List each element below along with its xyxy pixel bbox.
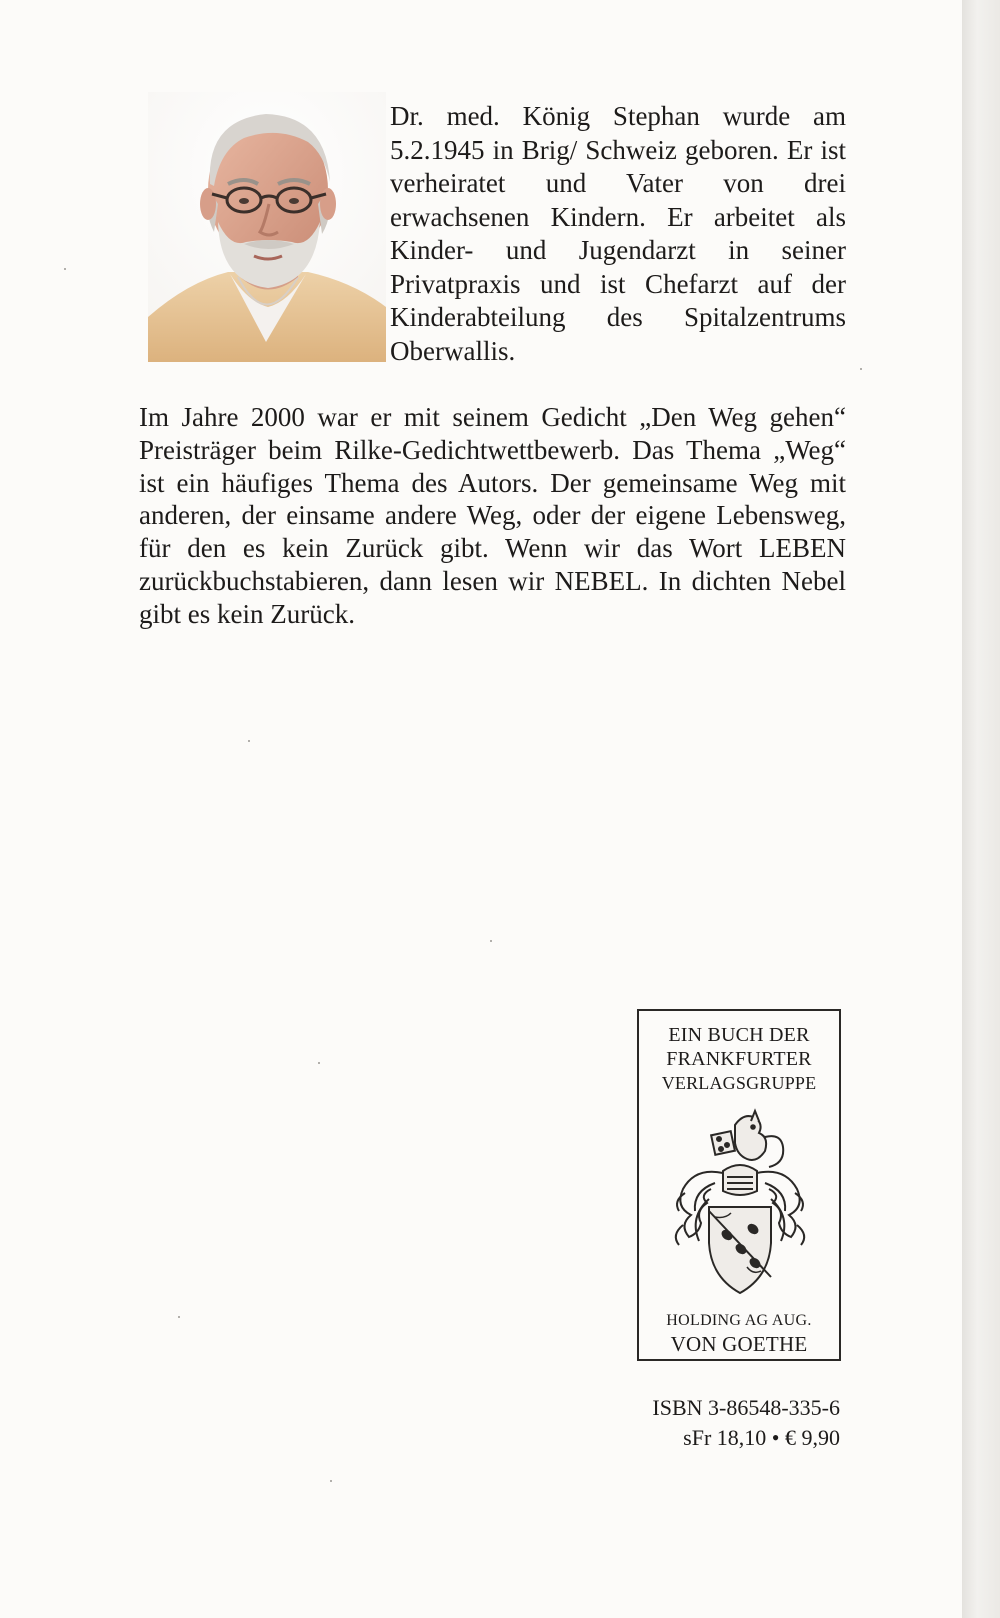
publisher-imprint-box (637, 1009, 841, 1361)
paper-speck (64, 268, 66, 270)
author-portrait-photo (148, 92, 386, 362)
isbn-price-block (620, 1393, 840, 1453)
author-bio-intro: Dr. med. König Stephan wurde am 5.2.1945 in Brig/ Schweiz geboren. Er ist verheiratet und Vater von drei erwachsenen Kindern. Er arbeitet als Kinder- und Jugendarzt in seiner Privatpraxis und ist Chefarzt auf der Kinderabteilung des Spitalzentrums Oberwallis. (390, 101, 846, 366)
paper-speck (860, 368, 862, 370)
author-portrait (148, 92, 386, 362)
price-label: sFr 18,10 • € 9,90 (683, 1425, 840, 1450)
coat-of-arms-icon (665, 1107, 815, 1307)
book-page-edge (962, 0, 1000, 1618)
paper-speck (178, 1316, 180, 1318)
publisher-line-5: VON GOETHE (670, 1332, 808, 1356)
publisher-line-2: FRANKFURTER (666, 1048, 812, 1070)
publisher-heading (639, 1023, 839, 1095)
paper-speck (490, 940, 492, 942)
paper-speck (330, 1480, 332, 1482)
publisher-line-4: HOLDING AG AUG. (666, 1312, 812, 1329)
publisher-footer (639, 1311, 839, 1357)
paper-speck (248, 740, 250, 742)
publisher-line-3: VERLAGSGRUPPE (661, 1073, 817, 1093)
publisher-line-1: EIN BUCH DER (668, 1024, 810, 1046)
isbn-number: ISBN 3-86548-335-6 (652, 1395, 840, 1420)
author-bio-main: Im Jahre 2000 war er mit seinem Gedicht „Den Weg gehen“ Preisträger beim Rilke-Gedichtwettbewerb. Das Thema „Weg“ ist ein häufiges Thema des Autors. Der gemeinsame Weg mit anderen, der einsame andere Weg, oder der eigene Lebensweg, für den es kein Zurück gibt. Wenn wir das Wort LEBEN zurückbuchstabieren, dann lesen wir NEBEL. In dichten Nebel gibt es kein Zurück. (139, 402, 846, 629)
paper-speck (318, 1062, 320, 1064)
